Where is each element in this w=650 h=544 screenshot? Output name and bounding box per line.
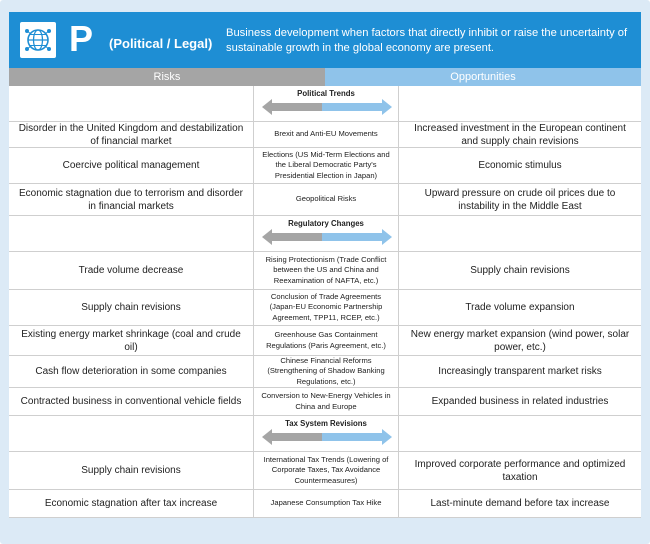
opportunity-cell: Upward pressure on crude oil prices due to instability in the Middle East	[424, 187, 616, 212]
trend-cell: Rising Protectionism (Trade Conflict between the US and China and Reexamination of NAFTA, etc.)	[253, 252, 399, 289]
risk-cell: Supply chain revisions	[81, 302, 181, 313]
category-description: Business development when factors that directly inhibit or raise the uncertainty of sustainable growth in the global economy are present.	[226, 27, 628, 54]
risk-opportunity-arrow-icon	[262, 428, 392, 446]
risk-cell: Disorder in the United Kingdom and destabilization of financial market	[18, 122, 244, 147]
trend-cell: Conclusion of Trade Agreements (Japan-EU Economic Partnership Agreement, TPP11, RCEP, etc.)	[253, 290, 399, 325]
table-row	[9, 252, 641, 290]
section-risk-spacer	[9, 216, 253, 251]
section-opportunity-spacer	[399, 216, 641, 251]
section-title: Political Trends	[297, 89, 355, 98]
opportunity-cell: Increasingly transparent market risks	[438, 366, 602, 377]
section-header-row	[9, 216, 641, 252]
section-opportunity-spacer	[399, 416, 641, 451]
table-row	[9, 490, 641, 518]
opportunity-cell: Last-minute demand before tax increase	[430, 498, 610, 509]
section-trend-cell	[253, 86, 399, 121]
section-header-row	[9, 86, 641, 122]
opportunity-cell: Improved corporate performance and optimized taxation	[414, 458, 626, 483]
category-subtitle: (Political / Legal)	[109, 36, 213, 51]
risk-cell: Coercive political management	[62, 160, 200, 171]
risk-opportunity-arrow-icon	[262, 98, 392, 116]
risk-cell: Trade volume decrease	[78, 265, 184, 276]
opportunity-cell: Expanded business in related industries	[431, 396, 609, 407]
table-row	[9, 148, 641, 184]
header-banner	[9, 12, 641, 68]
trend-cell: International Tax Trends (Lowering of Corporate Taxes, Tax Avoidance Countermeasures)	[253, 452, 399, 489]
section-title: Regulatory Changes	[288, 219, 364, 228]
trend-cell: Brexit and Anti-EU Movements	[253, 122, 399, 147]
section-risk-spacer	[9, 86, 253, 121]
section-header-row	[9, 416, 641, 452]
opportunity-cell: Supply chain revisions	[470, 265, 570, 276]
trend-cell: Conversion to New-Energy Vehicles in China and Europe	[253, 388, 399, 415]
section-trend-cell	[253, 416, 399, 451]
trend-cell: Chinese Financial Reforms (Strengthening of Shadow Banking Regulations, etc.)	[253, 356, 399, 387]
risk-cell: Existing energy market shrinkage (coal and crude oil)	[21, 328, 241, 353]
section-title: Tax System Revisions	[285, 419, 367, 428]
risk-cell: Contracted business in conventional vehicle fields	[20, 396, 242, 407]
risk-opportunity-arrow-icon	[262, 228, 392, 246]
risk-cell: Cash flow deterioration in some companies	[35, 366, 227, 377]
opportunity-cell: New energy market expansion (wind power, solar power, etc.)	[410, 328, 630, 353]
table-row	[9, 326, 641, 356]
risk-opportunity-table	[9, 86, 641, 518]
trend-cell: Elections (US Mid-Term Elections and the Liberal Democratic Party's Presidential Election in Japan)	[253, 148, 399, 183]
trend-cell: Geopolitical Risks	[253, 184, 399, 215]
table-row	[9, 122, 641, 148]
risk-cell: Economic stagnation due to terrorism and disorder in financial markets	[18, 187, 243, 212]
table-row	[9, 388, 641, 416]
section-trend-cell	[253, 216, 399, 251]
trend-cell: Japanese Consumption Tax Hike	[253, 490, 399, 517]
opportunity-cell: Economic stimulus	[478, 160, 562, 171]
risk-cell: Supply chain revisions	[81, 465, 181, 476]
table-row	[9, 356, 641, 388]
opportunity-cell: Increased investment in the European continent and supply chain revisions	[414, 122, 626, 147]
section-opportunity-spacer	[399, 86, 641, 121]
risks-column-header: Risks	[9, 68, 325, 86]
table-row	[9, 290, 641, 326]
category-letter: P	[69, 18, 94, 59]
globe-network-icon	[20, 22, 56, 58]
opportunities-column-header: Opportunities	[325, 68, 641, 86]
trend-cell: Greenhouse Gas Containment Regulations (Paris Agreement, etc.)	[253, 326, 399, 355]
opportunity-cell: Trade volume expansion	[465, 302, 575, 313]
risk-cell: Economic stagnation after tax increase	[44, 498, 218, 509]
table-row	[9, 452, 641, 490]
section-risk-spacer	[9, 416, 253, 451]
table-row	[9, 184, 641, 216]
